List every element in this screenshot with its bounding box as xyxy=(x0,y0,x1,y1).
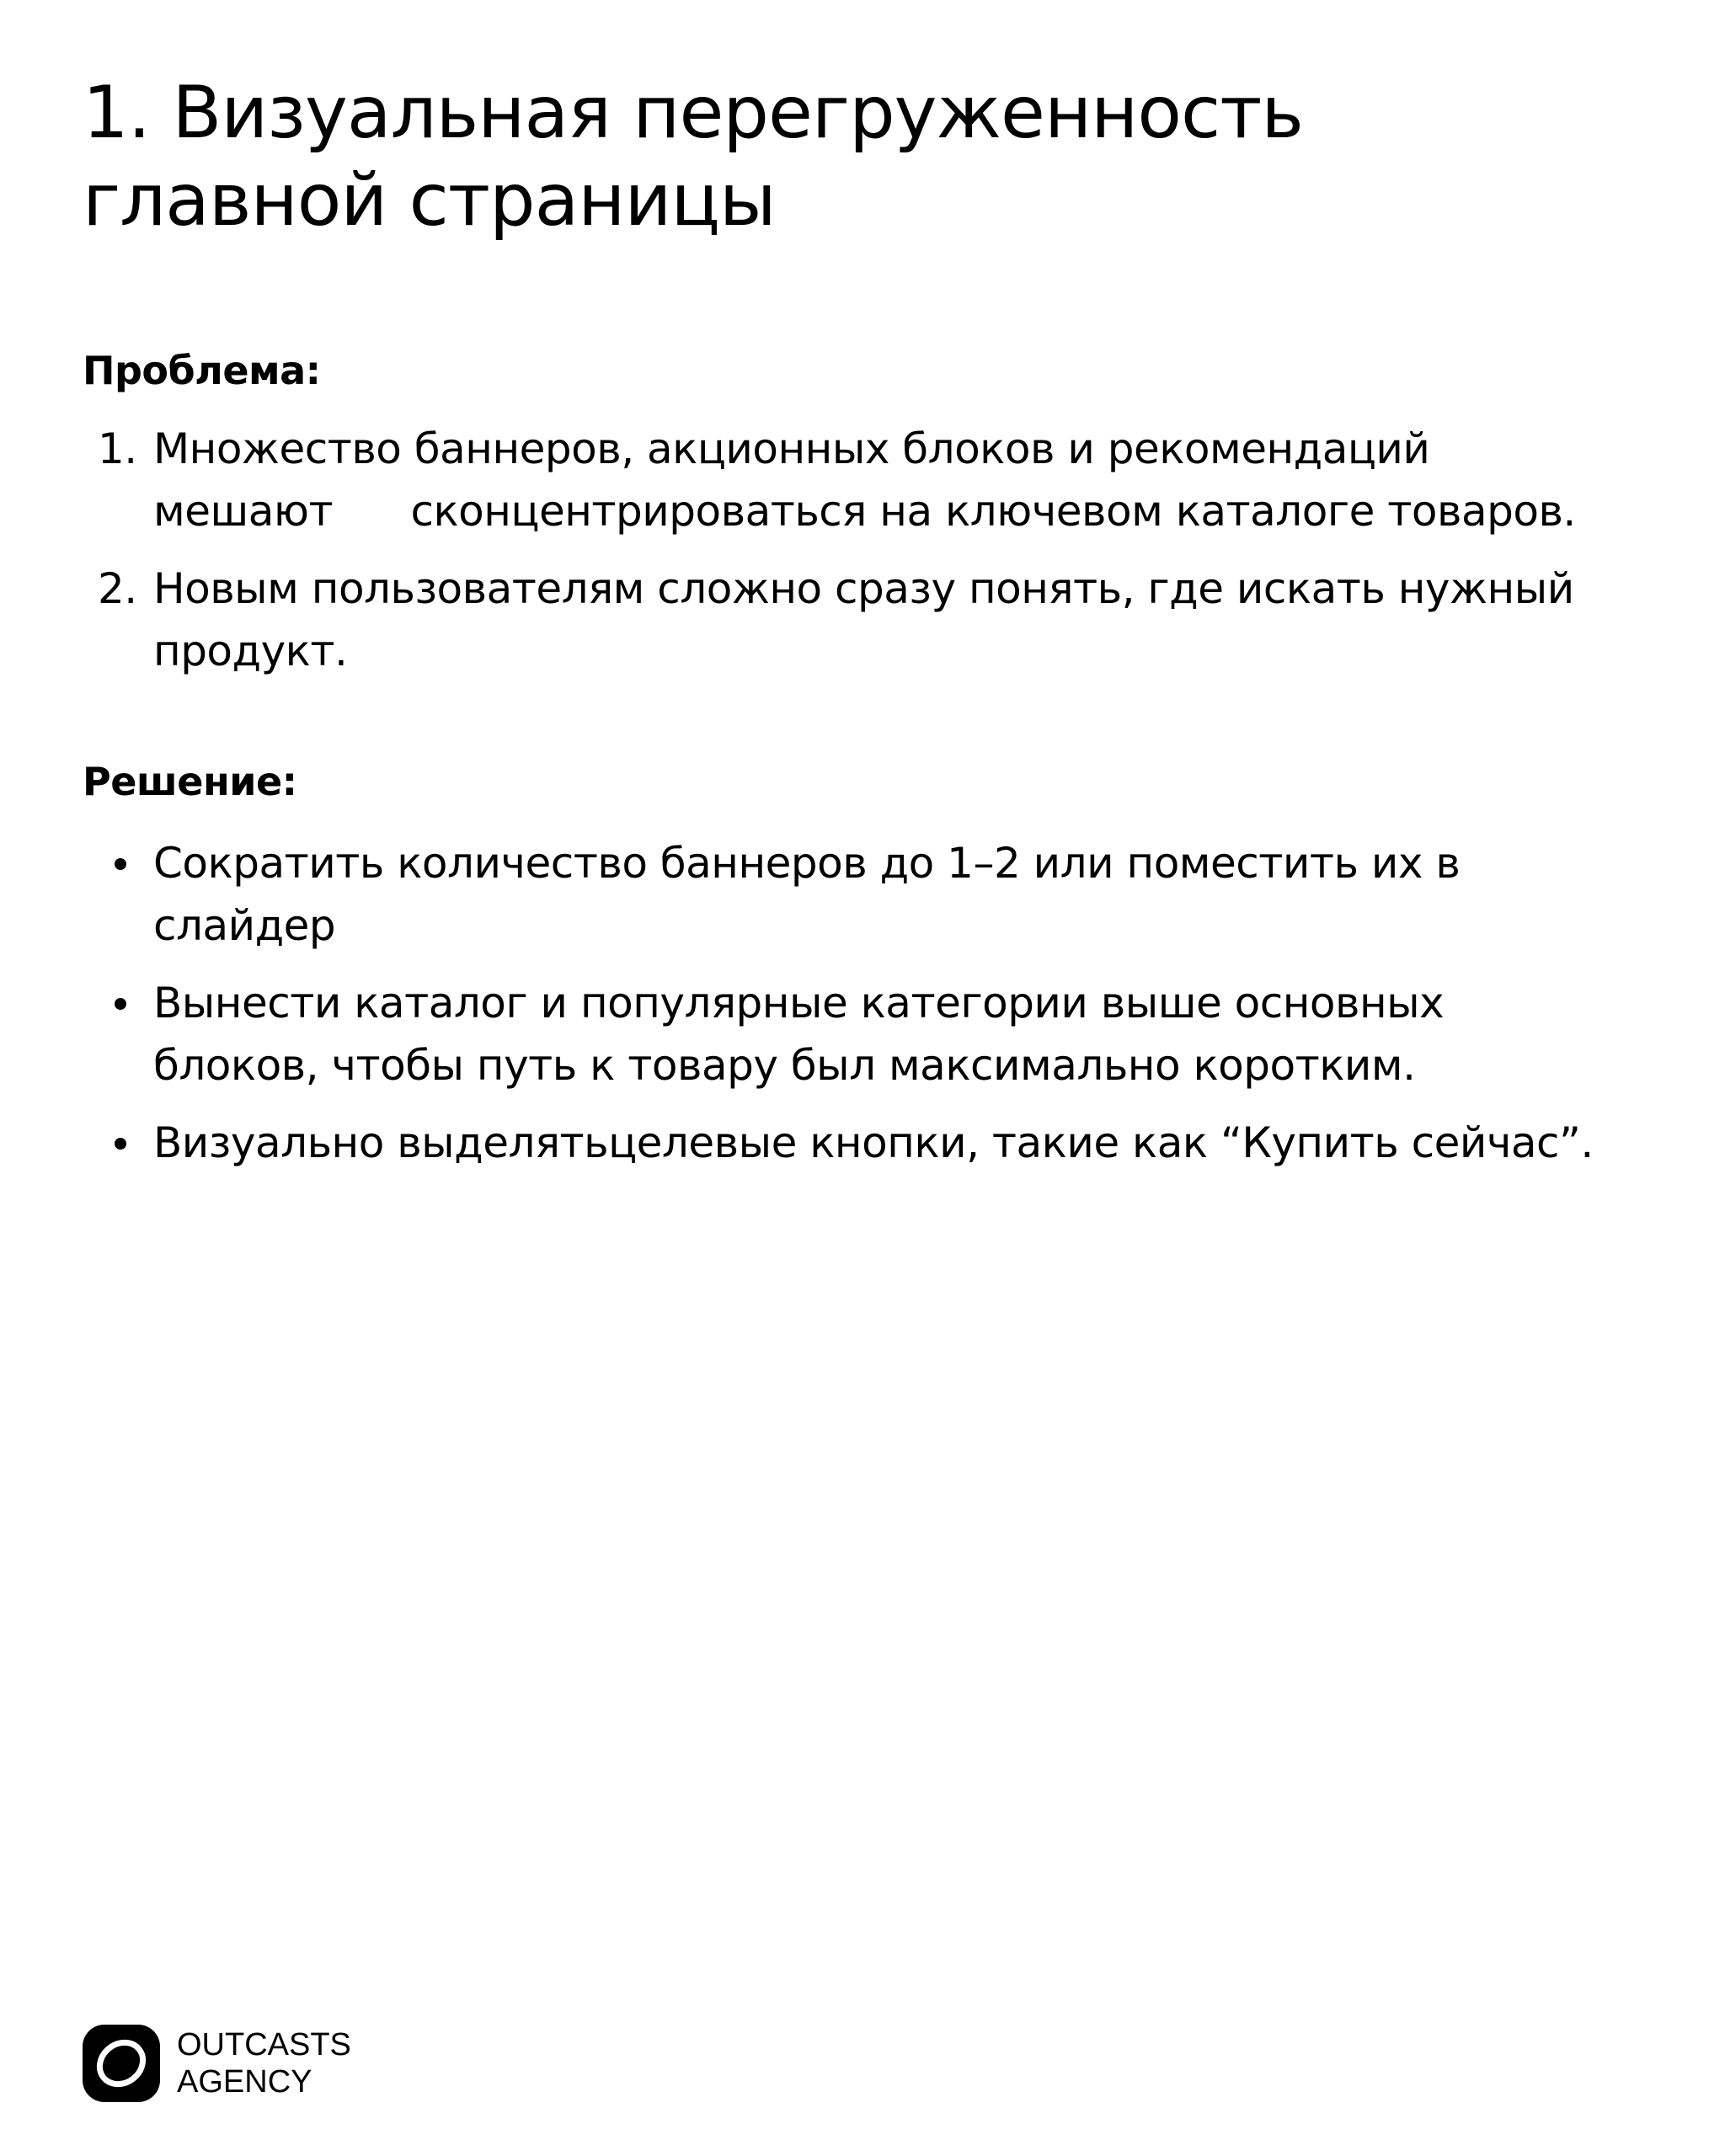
solution-heading: Решение: xyxy=(83,759,297,804)
solution-item-3-line-1: Визуально выделятьцелевые кнопки, такие как “Купить сейчас”. xyxy=(153,1118,1594,1167)
outcasts-logo-icon xyxy=(83,2025,160,2102)
list-number: 1. xyxy=(98,424,137,473)
solution-list xyxy=(83,832,1666,1174)
problem-item-1 xyxy=(83,418,1666,542)
page-title xyxy=(83,69,1641,244)
list-number: 2. xyxy=(98,564,137,613)
page-title-line-1: 1. Визуальная перегруженность xyxy=(83,71,1304,155)
brand-name xyxy=(177,2026,351,2100)
solution-item-2-line-2: блоков, чтобы путь к товару был максимально коротким. xyxy=(153,1041,1416,1090)
problem-item-2-line-1: Новым пользователям сложно сразу понять, где искать нужный xyxy=(153,564,1574,613)
solution-item-3 xyxy=(83,1112,1666,1174)
solution-item-1 xyxy=(83,832,1666,957)
problem-list xyxy=(83,418,1666,682)
problem-item-1-line-1: Множество баннеров, акционных блоков и рекомендаций xyxy=(153,424,1430,473)
solution-item-2-line-1: Вынести каталог и популярные категории выше основных xyxy=(153,979,1445,1027)
problem-item-2 xyxy=(83,558,1666,682)
bullet-dot xyxy=(115,1138,126,1150)
problem-item-2-line-2: продукт. xyxy=(153,627,348,675)
page-title-line-2: главной страницы xyxy=(83,158,776,243)
brand-name-line-1: OUTCASTS xyxy=(177,2027,351,2063)
solution-item-1-line-2: слайдер xyxy=(153,901,336,950)
brand-name-line-2: AGENCY xyxy=(177,2064,312,2100)
bullet-dot xyxy=(115,998,126,1010)
bullet-dot xyxy=(115,858,126,870)
problem-heading: Проблема: xyxy=(83,348,321,393)
problem-item-1-line-2: мешают сконцентрироваться на ключевом каталоге товаров. xyxy=(153,487,1576,536)
solution-item-2 xyxy=(83,972,1666,1097)
solution-item-1-line-1: Сократить количество баннеров до 1–2 или поместить их в xyxy=(153,839,1461,888)
